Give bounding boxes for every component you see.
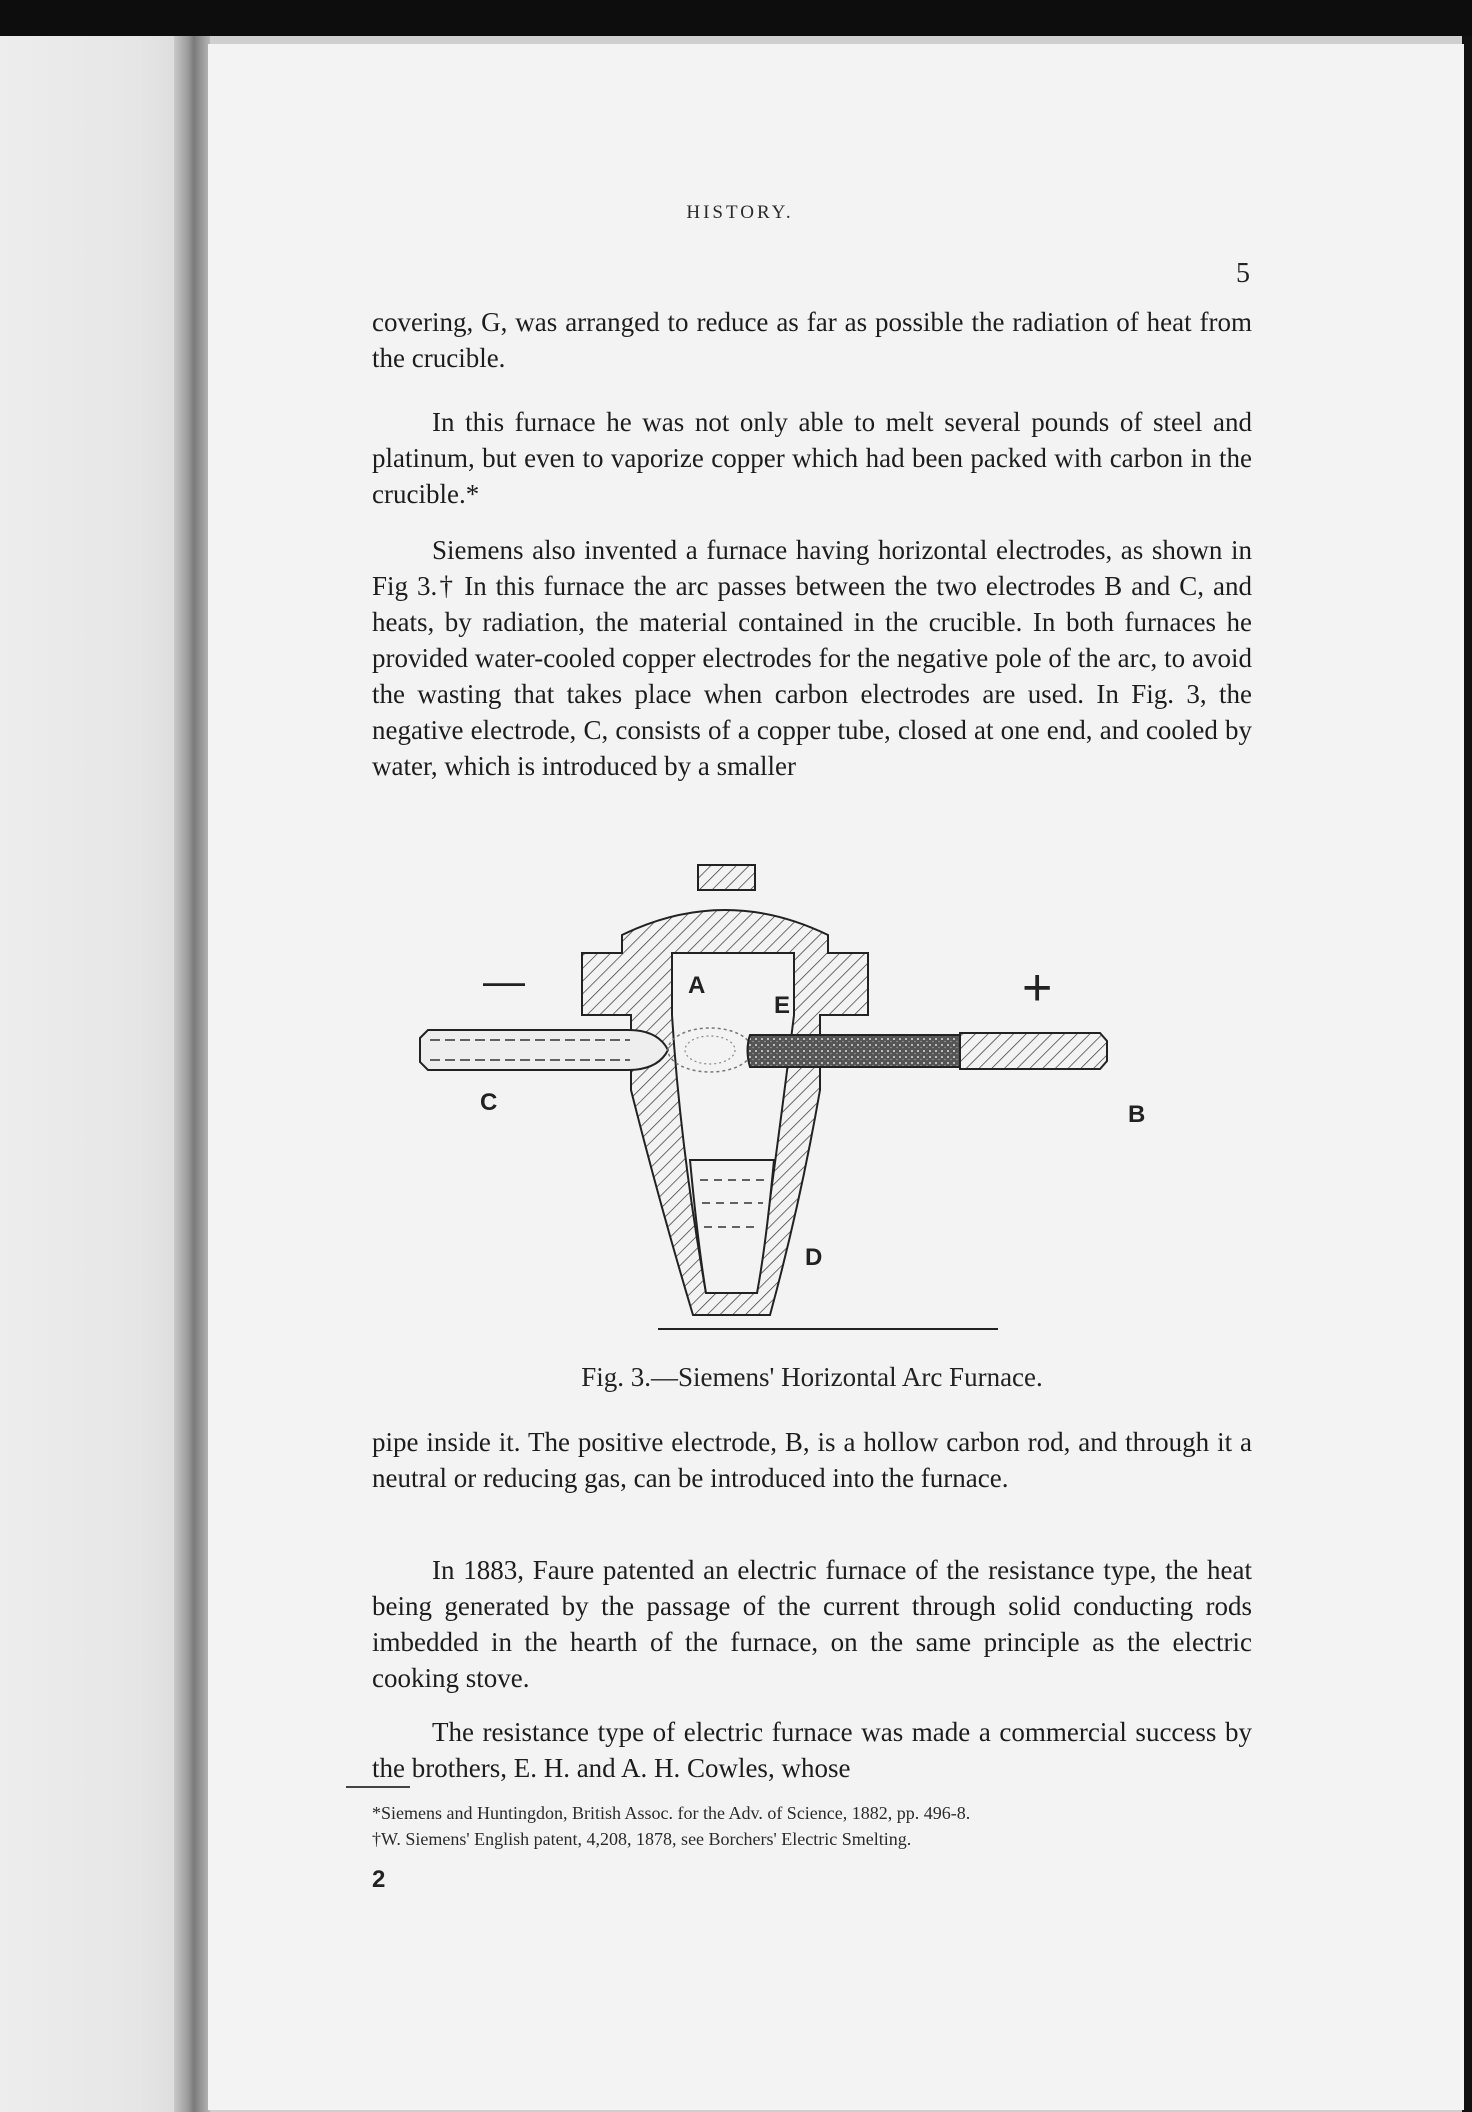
paragraph-2: In this furnace he was not only able to melt several pounds of steel and platinum, but even to vaporize copper which had been packed with carbon in the crucible.*: [372, 407, 1252, 509]
paragraph-1: covering, G, was arranged to reduce as far as possible the radiation of heat from the crucible.: [372, 307, 1252, 373]
electrode-c: [420, 1030, 668, 1070]
paragraph-5: In 1883, Faure patented an electric furnace of the resistance type, the heat being generated by the passage of the current through solid conducting rods imbedded in the hearth of the furnace, on the same principle as the electric cooking stove.: [372, 1555, 1252, 1693]
minus-label: —: [483, 957, 525, 1004]
furnace-diagram: [400, 845, 1220, 1355]
figure-caption: Fig. 3.—Siemens' Horizontal Arc Furnace.: [581, 1362, 1043, 1392]
book-gutter: [174, 36, 210, 2112]
paragraph-3: Siemens also invented a furnace having horizontal electrodes, as shown in Fig 3.† In this furnace the arc passes between the two electrodes B and C, and heats, by radiation, the material contained in the crucible. In both furnaces he provided water-cooled copper electrodes for the negative pole of the arc, to avoid the wasting that takes place when carbon electrodes are used. In Fig. 3, the negative electrode, C, consists of a copper tube, closed at one end, and cooled by water, which is introduced by a smaller: [372, 535, 1252, 781]
label-b: B: [1128, 1101, 1146, 1128]
facing-page: [0, 36, 196, 2112]
signature-mark: 2: [372, 1866, 386, 1893]
furnace-knob: [698, 865, 755, 890]
paragraph-6: The resistance type of electric furnace was made a commercial success by the brothers, E. H. and A. H. Cowles, whose: [372, 1717, 1252, 1783]
label-d: D: [805, 1244, 823, 1271]
electrode-b-holder: [960, 1033, 1107, 1069]
plus-label: +: [1022, 959, 1053, 1017]
footnote-1: *Siemens and Huntingdon, British Assoc. for the Adv. of Science, 1882, pp. 496-8.: [372, 1803, 971, 1823]
footnotes: [372, 1800, 1252, 1852]
scan-top-edge: [0, 0, 1472, 36]
running-title: HISTORY.: [686, 202, 794, 223]
electrode-b: [748, 1035, 961, 1067]
footnote-2: †W. Siemens' English patent, 4,208, 1878, see Borchers' Electric Smelting.: [372, 1829, 912, 1849]
paragraph-4: pipe inside it. The positive electrode, B, is a hollow carbon rod, and through it a neutral or reducing gas, can be introduced into the furnace.: [372, 1427, 1252, 1493]
page-number: 5: [1236, 258, 1250, 289]
furnace-figure: [400, 845, 1220, 1355]
label-e: E: [774, 992, 791, 1019]
label-a: A: [688, 972, 706, 999]
footnote-rule: [346, 1786, 410, 1788]
label-c: C: [480, 1089, 498, 1116]
